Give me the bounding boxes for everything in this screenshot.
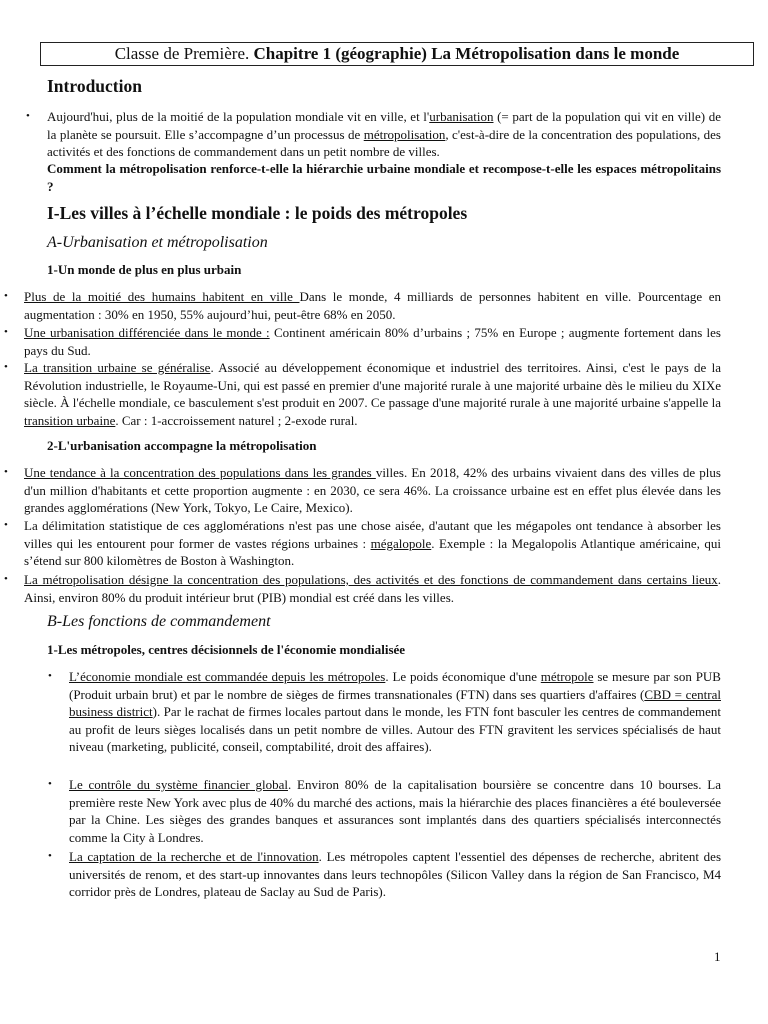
- bullet-icon: •: [48, 850, 52, 862]
- bullet-icon: •: [4, 519, 8, 531]
- title-prefix: Classe de Première.: [114, 44, 254, 63]
- bullet-icon: •: [4, 573, 8, 585]
- title-bold: Chapitre 1 (géographie) La Métropolisation dans le monde: [253, 44, 680, 63]
- bullet-icon: •: [4, 361, 8, 373]
- subsection-b-heading: B-Les fonctions de commandement: [47, 613, 271, 630]
- paragraph-transition: La transition urbaine se généralise. Associé au développement économique et industriel des territoires. Ainsi, c'est le pays de la Révolution industrielle, le Royaume-Uni, qui est passé en premier d'une majorité rurale à une majorité urbaine dès le milieu du XIXe siècle. À l'échelle mondiale, ce basculement s'est produit en 2007. Ce passage d'une majorité rurale à une majorité urbaine s'appelle la transition urbaine. Car : 1-accroissement naturel ; 2-exode rural.: [24, 360, 721, 428]
- bullet-icon: •: [26, 110, 30, 122]
- bullet-icon: •: [48, 670, 52, 682]
- intro-heading: Introduction: [47, 76, 142, 96]
- bullet-icon: •: [4, 466, 8, 478]
- paragraph-research: La captation de la recherche et de l'innovation. Les métropoles captent l'essentiel des dépenses de recherche, abritent des universités de renom, et des start-up innovantes dans leurs technopôles (Silicon Valley dans la région de San Francisco, M4 corridor près de Londres, plateau de Saclay au Sud de Paris).: [69, 849, 721, 900]
- paragraph-urban-half: Plus de la moitié des humains habitent en ville Dans le monde, 4 milliards de personnes habitent en ville. Pourcentage en augmentation : 30% en 1950, 55% aujourd’hui, peut-être 68% en 2050.: [24, 289, 721, 322]
- section-1-heading: 1-Un monde de plus en plus urbain: [47, 262, 242, 277]
- page-number: 1: [714, 949, 721, 964]
- bullet-icon: •: [48, 778, 52, 790]
- paragraph-economy-command: L’économie mondiale est commandée depuis les métropoles. Le poids économique d'une métropole se mesure par son PUB (Produit urbain brut) et par le nombre de sièges de firmes transnationales (FTN) dans ses quartiers d'affaires (CBD = central business district). Par le rachat de firmes locales partout dans le monde, les FTN font basculer les centres de commandement au profit de leurs sièges localisés dans un petit nombre de villes. Autour des FTN gravitent les services spécialisés de haut niveau (marketing, publicité, conseil, comptabilité, droit des affaires).: [69, 669, 721, 755]
- paragraph-metropolisation: La métropolisation désigne la concentration des populations, des activités et des fonctions de commandement dans certains lieux. Ainsi, environ 80% du produit intérieur brut (PIB) mondial est créé dans les villes.: [24, 572, 721, 605]
- problematic-question: Comment la métropolisation renforce-t-elle la hiérarchie urbaine mondiale et recompose-t-elle les espaces métropolitains ?: [47, 161, 721, 194]
- section-3-heading: 1-Les métropoles, centres décisionnels de l'économie mondialisée: [47, 642, 406, 657]
- paragraph-financial-system: Le contrôle du système financier global. Environ 80% de la capitalisation boursière se concentre dans 10 bourses. La première reste New York avec plus de 40% du marché des actions, mais la hiérarchie des places financières a été bouleversée par la Chine. Les sièges des grandes banques et assurances sont implantés dans des quartiers spécialisés interconnectés comme la City à Londres.: [69, 777, 721, 845]
- paragraph-concentration: Une tendance à la concentration des populations dans les grandes villes. En 2018, 42% des urbains vivaient dans des villes de plus d'un million d'habitants et cette proportion augmente : en 2030, ce sera 46%. La croissance urbaine est en effet plus élevée dans les grandes agglomérations (New York, Tokyo, Le Caire, Mexico).: [24, 465, 721, 516]
- subsection-a-heading: A-Urbanisation et métropolisation: [47, 234, 268, 251]
- paragraph-megalopole: La délimitation statistique de ces agglomérations n'est pas une chose aisée, d'autant que les mégapoles ont tendance à absorber les villes qui les entourent pour former de vastes régions urbaines : mégalopole. Exemple : la Megalopolis Atlantique américaine, qui s’étend sur 800 kilomètres de Boston à Washington.: [24, 518, 721, 569]
- intro-paragraph: Aujourd'hui, plus de la moitié de la population mondiale vit en ville, et l'urbanisation (= part de la population qui vit en ville) de la planète se poursuit. Elle s’accompagne d’un processus de métropolisation, c'est-à-dire de la concentration des populations, des activités et des fonctions de commandement dans un petit nombre de villes.: [47, 109, 721, 160]
- bullet-icon: •: [4, 326, 8, 338]
- paragraph-differentiated: Une urbanisation différenciée dans le monde : Continent américain 80% d’urbains ; 75% en Europe ; augmente fortement dans les pays du Sud.: [24, 325, 721, 358]
- bullet-icon: •: [4, 290, 8, 302]
- section-2-heading: 2-L'urbanisation accompagne la métropolisation: [47, 438, 317, 453]
- chapter-title-box: [40, 42, 754, 66]
- part1-heading: I-Les villes à l’échelle mondiale : le poids des métropoles: [47, 203, 468, 223]
